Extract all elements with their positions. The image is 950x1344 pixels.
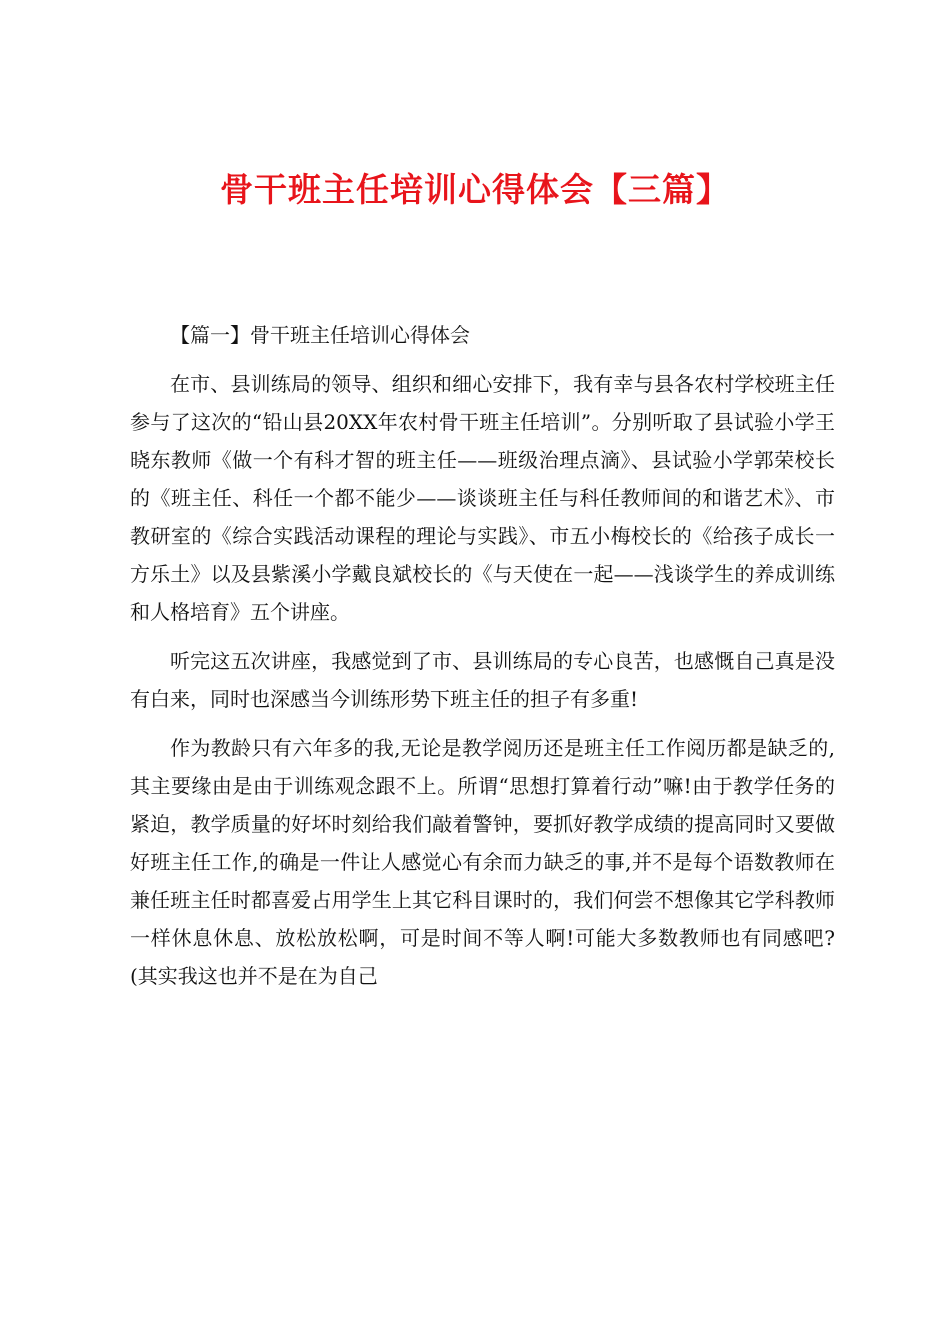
paragraph-3: 作为教龄只有六年多的我,无论是教学阅历还是班主任工作阅历都是缺乏的,其主要缘由是由于训练观念跟不上。所谓“思想打算着行动”嘛!由于教学任务的紧迫，教学质量的好坏时刻给我们敲着警钟，要抓好教学成绩的提高同时又要做好班主任工作,的确是一件让人感觉心有余而力缺乏的事,并不是每个语数教师在兼任班主任时都喜爱占用学生上其它科目课时的，我们何尝不想像其它学科教师一样休息休息、放松放松啊，可是时间不等人啊!可能大多数教师也有同感吧?(其实我这也并不是在为自己: [130, 736, 835, 988]
document-title: 骨干班主任培训心得体会【三篇】: [220, 170, 730, 209]
document-body: [130, 316, 835, 1006]
paragraph-2: 听完这五次讲座，我感觉到了市、县训练局的专心良苦，也感慨自己真是没有白来，同时也深感当今训练形势下班主任的担子有多重!: [130, 649, 835, 711]
paragraph-1: 在市、县训练局的领导、组织和细心安排下，我有幸与县各农村学校班主任参与了这次的“铅山县20XX年农村骨干班主任培训”。分别听取了县试验小学王晓东教师《做一个有科才智的班主任——班级治理点滴》、县试验小学郭荣校长的《班主任、科任一个都不能少——谈谈班主任与科任教师间的和谐艺术》、市教研室的《综合实践活动课程的理论与实践》、市五小梅校长的《给孩子成长一方乐土》以及县紫溪小学戴良斌校长的《与天使在一起——浅谈学生的养成训练和人格培育》五个讲座。: [130, 372, 835, 624]
section-heading: 【篇一】骨干班主任培训心得体会: [170, 323, 470, 347]
